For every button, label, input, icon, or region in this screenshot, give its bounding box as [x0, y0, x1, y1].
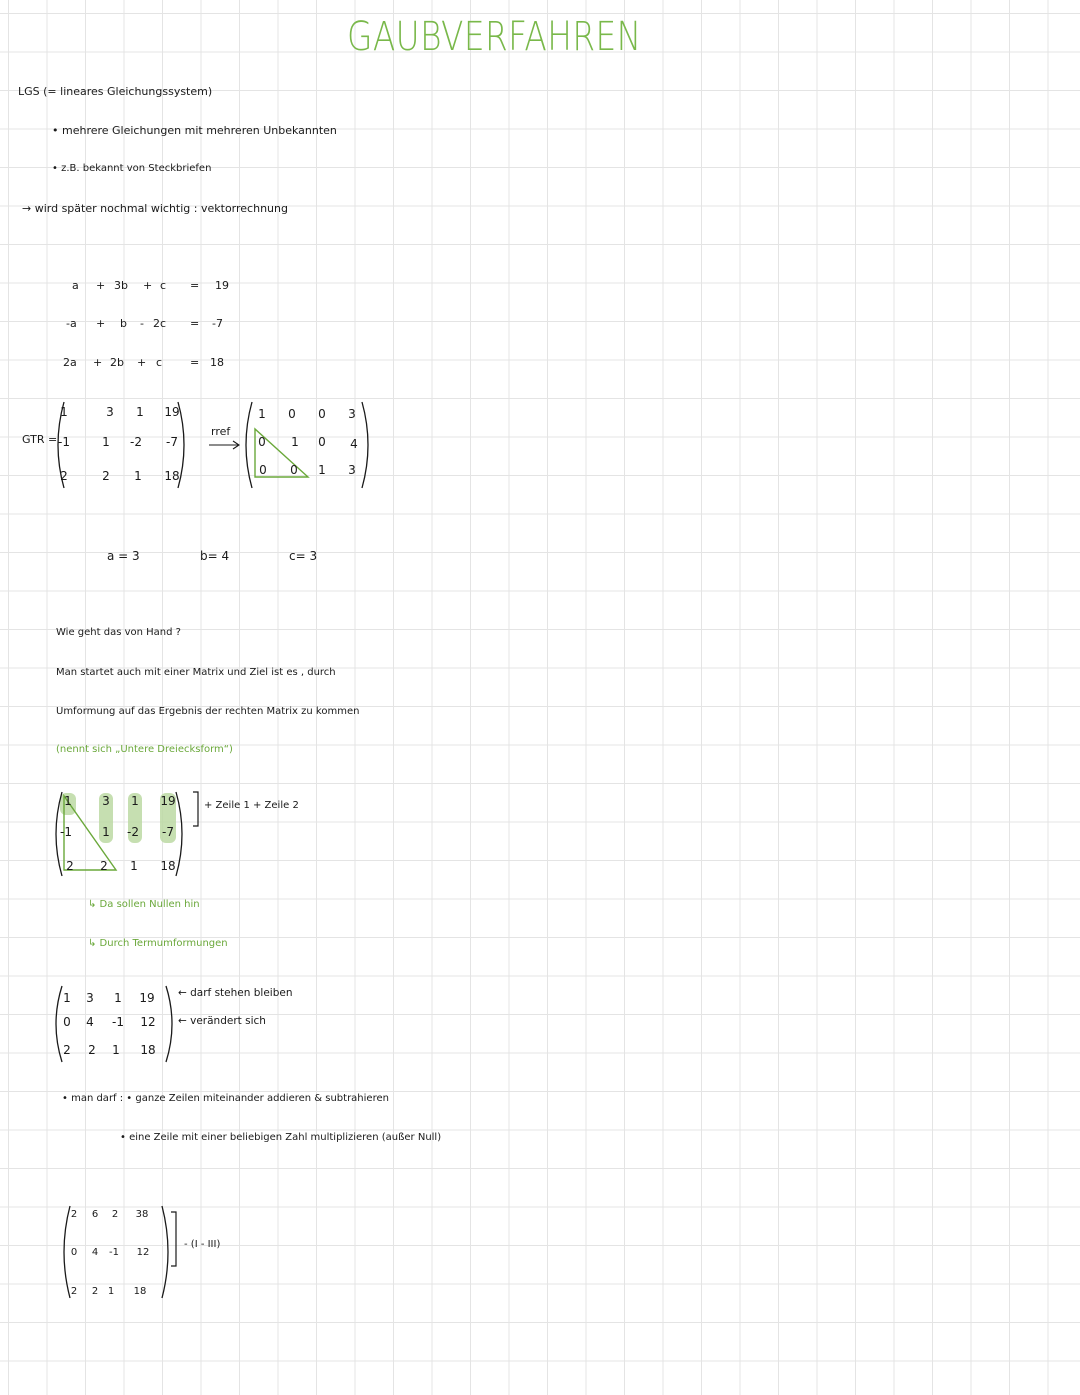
matrix-cell: -7: [166, 435, 178, 449]
matrix-cell: -1: [109, 1247, 119, 1258]
matrix-cell: 3: [86, 991, 94, 1005]
row-bracket: [192, 790, 202, 830]
matrix-cell: 1: [112, 1043, 120, 1057]
matrix-cell: 1: [258, 407, 266, 421]
rhs: 19: [215, 279, 229, 292]
matrix-cell: 2: [66, 859, 74, 873]
term-c: c: [160, 279, 167, 292]
matrix-cell: 2: [70, 1286, 78, 1297]
matrix-cell: 18: [140, 1043, 156, 1057]
note-zeros: ↳ Da sollen Nullen hin: [88, 899, 200, 910]
matrix-cell: 0: [318, 407, 326, 421]
matrix-cell: 1: [136, 405, 144, 419]
equals-sign: =: [190, 317, 200, 330]
matrix-cell: 4: [350, 437, 358, 451]
matrix-cell: 38: [135, 1209, 149, 1220]
matrix-cell: 2: [70, 1209, 78, 1220]
term-b: 2b: [110, 356, 124, 369]
rref-label: rref: [211, 425, 231, 438]
note-vektorrechnung: → wird später nochmal wichtig : vektorrechnung: [22, 202, 288, 215]
matrix-cell: 2: [88, 1043, 96, 1057]
right-arrow-icon: [208, 440, 242, 450]
matrix-cell: 1: [60, 405, 68, 419]
term-a: 2a: [63, 356, 77, 369]
matrix-cell: 1: [63, 991, 71, 1005]
term-b: b: [120, 317, 127, 330]
matrix-cell: 1: [102, 435, 110, 449]
operator: -: [140, 317, 144, 330]
term-b: 3b: [114, 279, 128, 292]
matrix-cell: 1: [318, 463, 326, 477]
matrix-cell: 19: [160, 794, 176, 808]
matrix-cell: 12: [140, 1015, 156, 1029]
matrix-cell: 4: [86, 1015, 94, 1029]
matrix-cell: 2: [111, 1209, 119, 1220]
bullet-unknowns: • mehrere Gleichungen mit mehreren Unbekannten: [52, 124, 337, 137]
rhs: -7: [212, 317, 223, 330]
solution-c: c= 3: [289, 549, 318, 563]
matrix-cell: 3: [102, 794, 110, 808]
operator: +: [93, 356, 103, 369]
matrix-cell: 0: [258, 435, 266, 449]
matrix-cell: 1: [64, 794, 72, 808]
matrix-cell: 1: [114, 991, 122, 1005]
operator: +: [96, 317, 106, 330]
equals-sign: =: [190, 279, 200, 292]
lgs-definition: LGS (= lineares Gleichungssystem): [18, 85, 213, 98]
matrix-cell: 1: [130, 859, 138, 873]
matrix-cell: 0: [70, 1247, 78, 1258]
operator: +: [143, 279, 153, 292]
matrix-cell: 18: [164, 469, 180, 483]
matrix-cell: 2: [102, 469, 110, 483]
matrix-cell: 0: [290, 463, 298, 477]
term-c: 2c: [153, 317, 167, 330]
row-bracket: [170, 1210, 180, 1270]
solution-a: a = 3: [107, 549, 140, 563]
matrix-cell: -2: [127, 825, 139, 839]
matrix-cell: -2: [130, 435, 142, 449]
term-a: a: [72, 279, 79, 292]
equals-sign: =: [190, 356, 200, 369]
term-c: c: [156, 356, 163, 369]
matrix-cell: 1: [134, 469, 142, 483]
row-operation-note: + Zeile 1 + Zeile 2: [204, 800, 299, 811]
note-row-changes: ← verändert sich: [178, 1015, 266, 1027]
matrix-cell: 2: [63, 1043, 71, 1057]
matrix-cell: 3: [348, 407, 356, 421]
matrix-cell: 3: [106, 405, 114, 419]
matrix-cell: 0: [288, 407, 296, 421]
matrix-cell: 2: [100, 859, 108, 873]
matrix-cell: 3: [348, 463, 356, 477]
matrix-cell: 1: [107, 1286, 115, 1297]
rule-multiply: • eine Zeile mit einer beliebigen Zahl multiplizieren (außer Null): [120, 1132, 442, 1143]
question-by-hand: Wie geht das von Hand ?: [56, 627, 181, 638]
matrix-cell: 6: [91, 1209, 99, 1220]
matrix-cell: 18: [160, 859, 176, 873]
matrix-cell: 4: [91, 1247, 99, 1258]
gtr-label: GTR =: [22, 433, 58, 446]
matrix-cell: 19: [139, 991, 155, 1005]
matrix-cell: 2: [91, 1286, 99, 1297]
bullet-steckbriefe: • z.B. bekannt von Steckbriefen: [52, 163, 212, 174]
explanation-line: Umformung auf das Ergebnis der rechten Matrix zu kommen: [56, 706, 360, 717]
matrix-cell: -1: [58, 435, 70, 449]
matrix-cell: 19: [164, 405, 180, 419]
note-term-transformations: ↳ Durch Termumformungen: [88, 938, 228, 949]
operator: +: [96, 279, 106, 292]
matrix-cell: 0: [318, 435, 326, 449]
rule-add-subtract: • man darf : • ganze Zeilen miteinander addieren & subtrahieren: [62, 1093, 389, 1104]
matrix-cell: -7: [162, 825, 174, 839]
matrix-cell: 0: [63, 1015, 71, 1029]
matrix-cell: 18: [133, 1286, 147, 1297]
matrix-cell: 12: [136, 1247, 150, 1258]
explanation-triangle-form: (nennt sich „Untere Dreiecksform“): [56, 744, 233, 755]
page-title: GAUBVERFAHREN: [347, 14, 642, 60]
right-parenthesis: [164, 984, 176, 1064]
term-a: -a: [66, 317, 77, 330]
matrix-cell: -1: [112, 1015, 124, 1029]
matrix-cell: 1: [102, 825, 110, 839]
operator: +: [137, 356, 147, 369]
note-keep-row: ← darf stehen bleiben: [178, 987, 293, 999]
matrix-cell: 2: [60, 469, 68, 483]
matrix-cell: 1: [131, 794, 139, 808]
solution-b: b= 4: [200, 549, 230, 563]
rhs: 18: [210, 356, 224, 369]
explanation-line: Man startet auch mit einer Matrix und Ziel ist es , durch: [56, 667, 336, 678]
matrix-cell: 1: [291, 435, 299, 449]
row-operation-note: - (I - III): [184, 1239, 221, 1250]
matrix-cell: 0: [259, 463, 267, 477]
matrix-cell: -1: [60, 825, 72, 839]
